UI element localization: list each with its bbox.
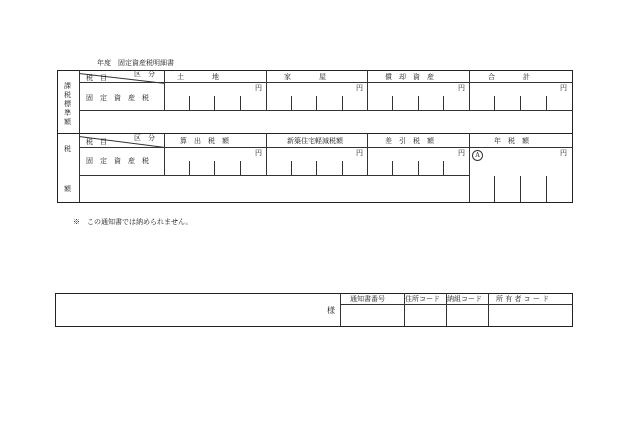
header-tax-item: 税 目 [86, 74, 107, 82]
side-label-tax-top: 税 [64, 145, 71, 153]
header-division: 区 分 [134, 70, 155, 78]
header-total: 合 計 [488, 73, 530, 81]
row-label-fixed-asset-tax: 固 定 資 産 税 [86, 94, 149, 102]
side-label-tax-bottom: 額 [64, 185, 71, 193]
header-tax-item: 税 目 [86, 138, 107, 146]
header-notice-number: 通知書番号 [350, 295, 385, 303]
honorific-sama: 様 [327, 306, 335, 315]
header-land: 土 地 [177, 73, 219, 81]
side-label-tax-base-3: 標 [64, 100, 71, 108]
header-building: 家 屋 [284, 73, 326, 81]
side-label-tax-base-5: 額 [64, 118, 71, 126]
yen-unit: 円 [458, 149, 465, 157]
header-division: 区 分 [134, 134, 155, 142]
side-label-tax-base-2: 税 [64, 91, 71, 99]
yen-unit: 円 [458, 84, 465, 92]
yen-unit: 円 [560, 149, 567, 157]
header-owner-code: 所 有 者 コ ー ド [496, 295, 550, 303]
yen-unit: 円 [255, 149, 262, 157]
document-title: 年度 固定資産税明細書 [97, 59, 174, 67]
yen-unit: 円 [356, 84, 363, 92]
header-net-tax: 差 引 税 額 [385, 137, 434, 145]
header-payment-group-code: 納組コード [447, 295, 482, 303]
payment-note: ※ この通知書では納められません。 [73, 218, 193, 226]
header-depreciable-assets: 償 却 資 産 [385, 73, 434, 81]
circled-a-mark: A [472, 150, 483, 161]
side-label-tax-base-1: 課 [64, 82, 71, 90]
side-label-tax-base-4: 準 [64, 109, 71, 117]
header-new-housing-reduction: 新築住宅軽減税額 [287, 137, 343, 145]
header-annual-tax: 年 税 額 [494, 137, 529, 145]
header-address-code: 住所コード [405, 295, 440, 303]
yen-unit: 円 [356, 149, 363, 157]
row-label-fixed-asset-tax: 固 定 資 産 税 [86, 157, 149, 165]
header-calculated-tax: 算 出 税 額 [180, 137, 229, 145]
yen-unit: 円 [560, 84, 567, 92]
yen-unit: 円 [255, 84, 262, 92]
